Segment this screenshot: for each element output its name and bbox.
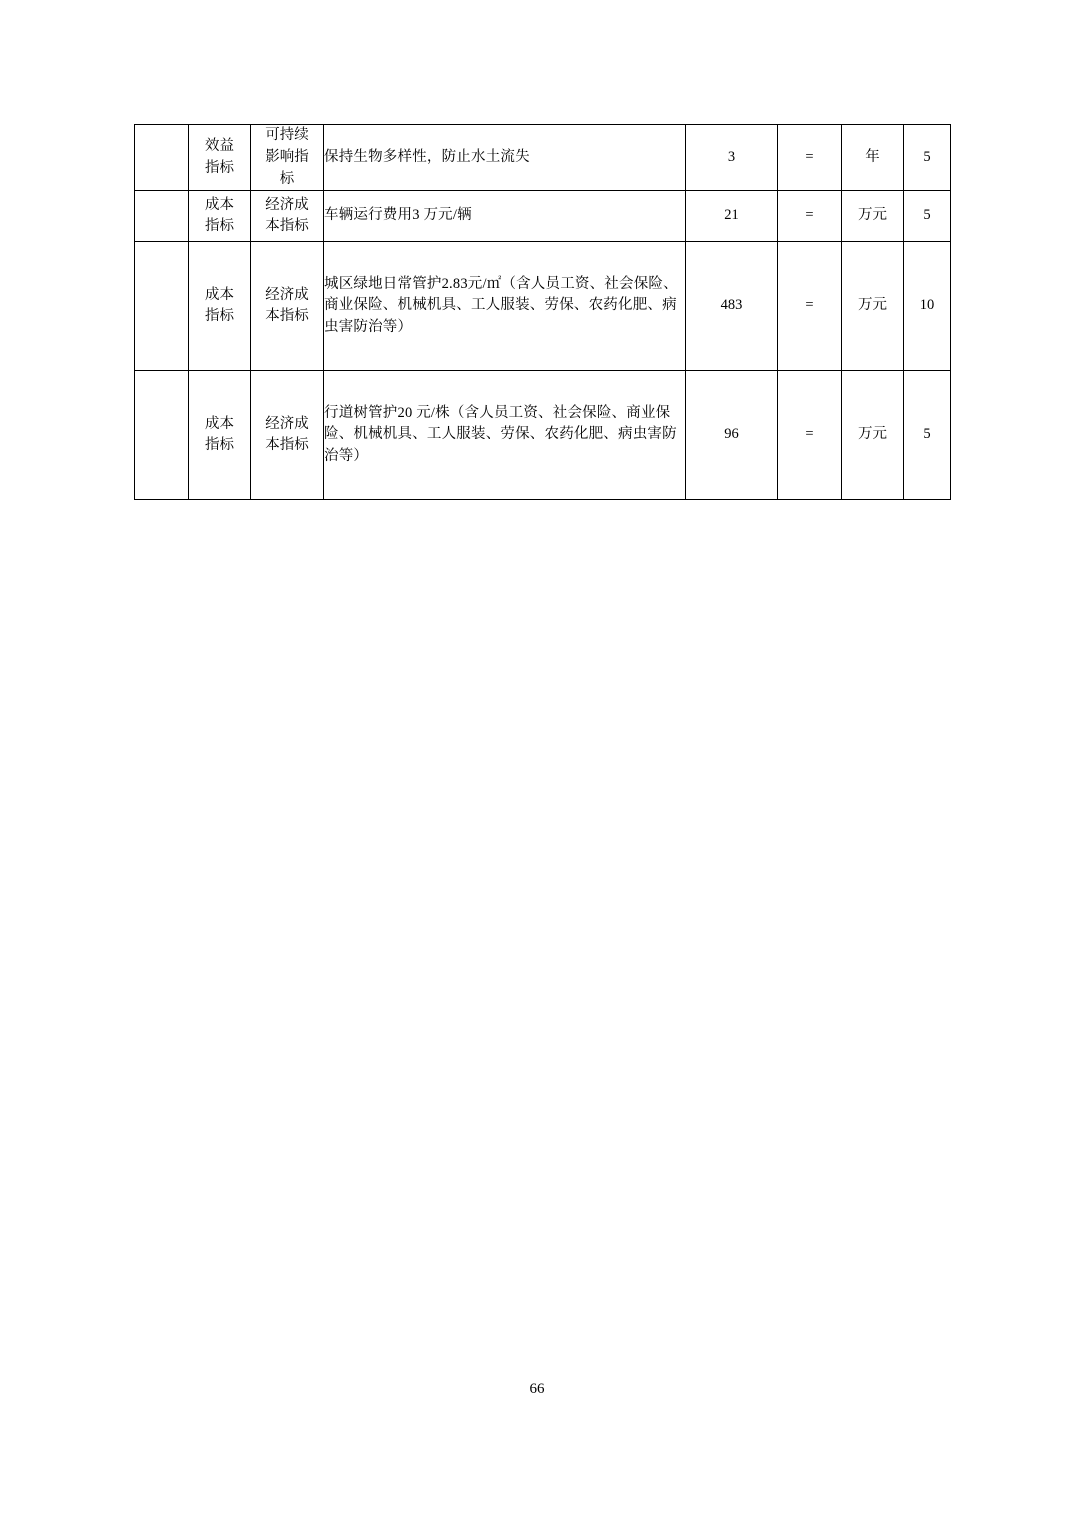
cell-content: 行道树管护20 元/株（含人员工资、社会保险、商业保险、机械机具、工人服装、劳保、农药化肥、病虫害防治等）: [324, 371, 686, 500]
category-line-2: 指标: [205, 159, 234, 176]
cell-category: [189, 191, 251, 242]
cell-value: 21: [686, 191, 778, 242]
subcategory-line-2: 本指标: [265, 308, 309, 325]
cell-unit: 年: [842, 125, 904, 191]
category-line-2: 指标: [205, 437, 234, 454]
table-row: [135, 371, 951, 500]
cell-category: [189, 242, 251, 371]
table-row: [135, 191, 951, 242]
subcategory-line-1: 经济成: [265, 415, 309, 432]
category-line-2: 指标: [205, 218, 234, 235]
category-line-1: 效益: [205, 137, 234, 154]
category-line-1: 成本: [205, 415, 234, 432]
subcategory-line-2: 影响指: [265, 148, 309, 165]
cell-score: 5: [904, 125, 951, 191]
subcategory-line-2: 本指标: [265, 437, 309, 454]
cell-score: 10: [904, 242, 951, 371]
cell-unit: 万元: [842, 242, 904, 371]
cell-category: [189, 125, 251, 191]
page-number: 66: [529, 1381, 545, 1397]
row-leading-cell: [135, 242, 189, 371]
table-row: [135, 242, 951, 371]
cell-value: 96: [686, 371, 778, 500]
subcategory-line-3: 标: [279, 170, 295, 187]
cell-content: 城区绿地日常管护2.83元/㎡（含人员工资、社会保险、商业保险、机械机具、工人服装、劳保、农药化肥、病虫害防治等）: [324, 242, 686, 371]
cell-unit: 万元: [842, 191, 904, 242]
cell-subcategory: [251, 371, 324, 500]
cell-subcategory: [251, 191, 324, 242]
cell-symbol: =: [778, 125, 842, 191]
subcategory-line-1: 经济成: [265, 286, 309, 303]
cell-symbol: =: [778, 242, 842, 371]
cell-score: 5: [904, 191, 951, 242]
subcategory-line-2: 本指标: [265, 218, 309, 235]
cell-score: 5: [904, 371, 951, 500]
cell-symbol: =: [778, 371, 842, 500]
row-leading-cell: [135, 125, 189, 191]
category-line-2: 指标: [205, 308, 234, 325]
row-leading-cell: [135, 191, 189, 242]
subcategory-line-1: 可持续: [265, 127, 309, 143]
cell-content: 保持生物多样性，防止水土流失: [324, 125, 686, 191]
cell-subcategory: [251, 242, 324, 371]
cell-unit: 万元: [842, 371, 904, 500]
cell-symbol: =: [778, 191, 842, 242]
cell-content: 车辆运行费用3 万元/辆: [324, 191, 686, 242]
row-leading-cell: [135, 371, 189, 500]
cell-category: [189, 371, 251, 500]
category-line-1: 成本: [205, 286, 234, 303]
cell-value: 483: [686, 242, 778, 371]
subcategory-line-1: 经济成: [265, 196, 309, 213]
category-line-1: 成本: [205, 196, 234, 213]
indicators-table-container: [134, 124, 950, 500]
cell-value: 3: [686, 125, 778, 191]
indicators-table: [134, 124, 951, 500]
table-row: [135, 125, 951, 191]
cell-subcategory: [251, 125, 324, 191]
